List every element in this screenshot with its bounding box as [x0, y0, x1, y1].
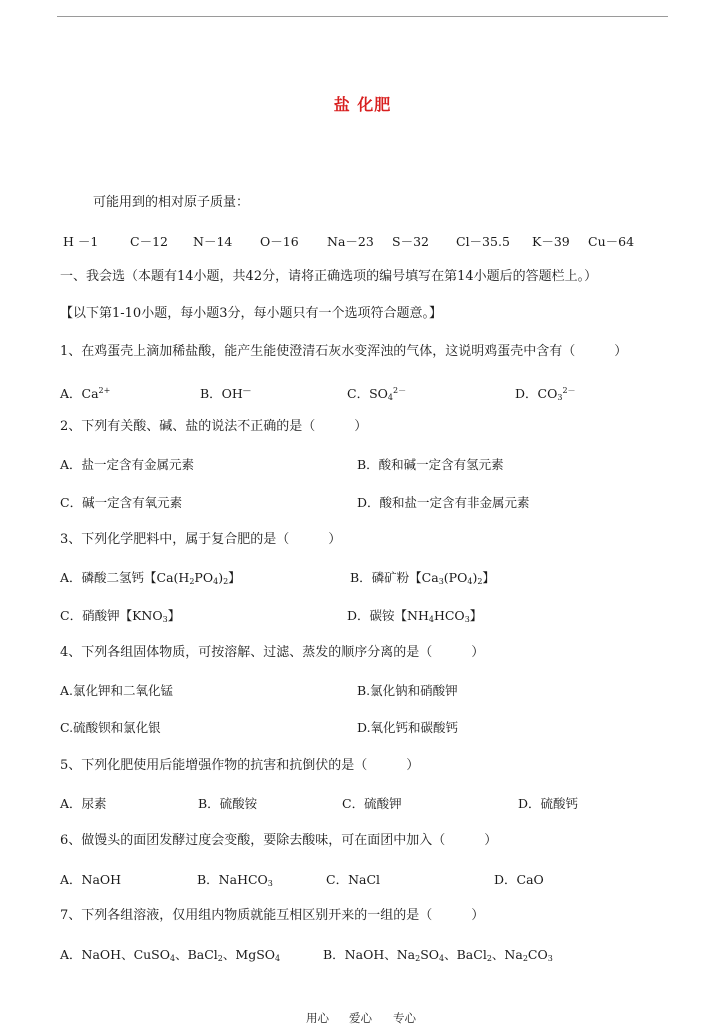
q2-option-d: D．酸和盐一定含有非金属元素 [357, 495, 530, 510]
question-4-stem: 4、下列各组固体物质，可按溶解、过滤、蒸发的顺序分离的是（ ） [60, 645, 485, 660]
q3-option-c: C．硝酸钾【$KNO_3$】 [60, 608, 181, 624]
q5-option-b: B．硫酸铵 [198, 796, 258, 811]
q4-option-a: A.氯化钾和二氧化锰 [60, 683, 174, 698]
question-6-stem: 6、做馒头的面团发酵过度会变酸，要除去酸味，可在面团中加入（ ） [60, 833, 498, 848]
footer-left: 用心 [306, 1011, 329, 1025]
q3-option-d: D．碳铵【$NH_4HCO_3$】 [347, 608, 483, 624]
q7-option-b: B．NaOH、$Na_2SO_4$、BaCl$_2$、$Na_2CO_3$ [323, 947, 553, 963]
mass-cl: Cl－35.5 [456, 234, 510, 249]
q2-option-a: A．盐一定含有金属元素 [60, 457, 195, 472]
section-note: 【以下第1-10小题，每小题3分，每小题只有一个选项符合题意。】 [60, 306, 442, 321]
q4-option-b: B.氯化钠和硝酸钾 [357, 683, 458, 698]
mass-c: C－12 [130, 234, 168, 249]
q4-option-d: D.氧化钙和碳酸钙 [357, 720, 459, 735]
q3-option-a: A．磷酸二氢钙【$Ca(H_2PO_4)_2$】 [60, 570, 241, 586]
q5-option-a: A．尿素 [60, 796, 107, 811]
question-7-stem: 7、下列各组溶液，仅用组内物质就能互相区别开来的一组的是（ ） [60, 908, 485, 923]
q6-option-b: B．NaHCO$_3$ [197, 872, 273, 888]
intro-text: 可能用到的相对原子质量： [93, 195, 250, 210]
q6-option-a: A．NaOH [60, 872, 122, 887]
question-5-stem: 5、下列化肥使用后能增强作物的抗害和抗倒伏的是（ ） [60, 758, 420, 773]
question-3-stem: 3、下列化学肥料中，属于复合肥的是（ ） [60, 532, 342, 547]
q1-option-d: D．$CO_3^{2-}$ [515, 386, 576, 402]
q2-option-c: C．碱一定含有氧元素 [60, 495, 183, 510]
q5-option-d: D．硫酸钙 [518, 796, 579, 811]
q4-option-c: C.硫酸钡和氯化银 [60, 720, 161, 735]
footer-right: 专心 [393, 1011, 416, 1025]
q1-option-a: A．$Ca^{2+}$ [60, 386, 111, 401]
page-title: 盐 化肥 [333, 95, 392, 114]
q3-option-b: B．磷矿粉【$Ca_3(PO_4)_2$】 [350, 570, 495, 586]
mass-h: H －1 [63, 234, 99, 249]
q7-option-a: A．NaOH、CuSO$_4$、BaCl$_2$、MgSO$_4$ [60, 947, 281, 963]
question-1-stem: 1、在鸡蛋壳上滴加稀盐酸，能产生能使澄清石灰水变浑浊的气体，这说明鸡蛋壳中含有（ ） [60, 344, 628, 359]
q6-option-c: C．NaCl [326, 872, 381, 887]
q1-option-b: B．OH— [200, 386, 251, 401]
q2-option-b: B．酸和碱一定含有氢元素 [357, 457, 504, 472]
section-heading: 一、我会选（本题有14小题，共42分，请将正确选项的编号填写在第14小题后的答题栏上。） [60, 269, 598, 284]
mass-cu: Cu－64 [588, 234, 635, 249]
mass-n: N－14 [193, 234, 233, 249]
q1-option-c: C．$SO_4^{2-}$ [347, 386, 407, 402]
mass-k: K－39 [532, 234, 570, 249]
question-2-stem: 2、下列有关酸、碱、盐的说法不正确的是（ ） [60, 419, 368, 434]
mass-o: O－16 [260, 234, 299, 249]
mass-na: Na－23 [327, 234, 374, 249]
header-rule [57, 16, 668, 17]
q5-option-c: C．硫酸钾 [342, 796, 402, 811]
footer-mid: 爱心 [349, 1011, 372, 1025]
mass-s: S－32 [392, 234, 429, 249]
q6-option-d: D．CaO [494, 872, 544, 887]
